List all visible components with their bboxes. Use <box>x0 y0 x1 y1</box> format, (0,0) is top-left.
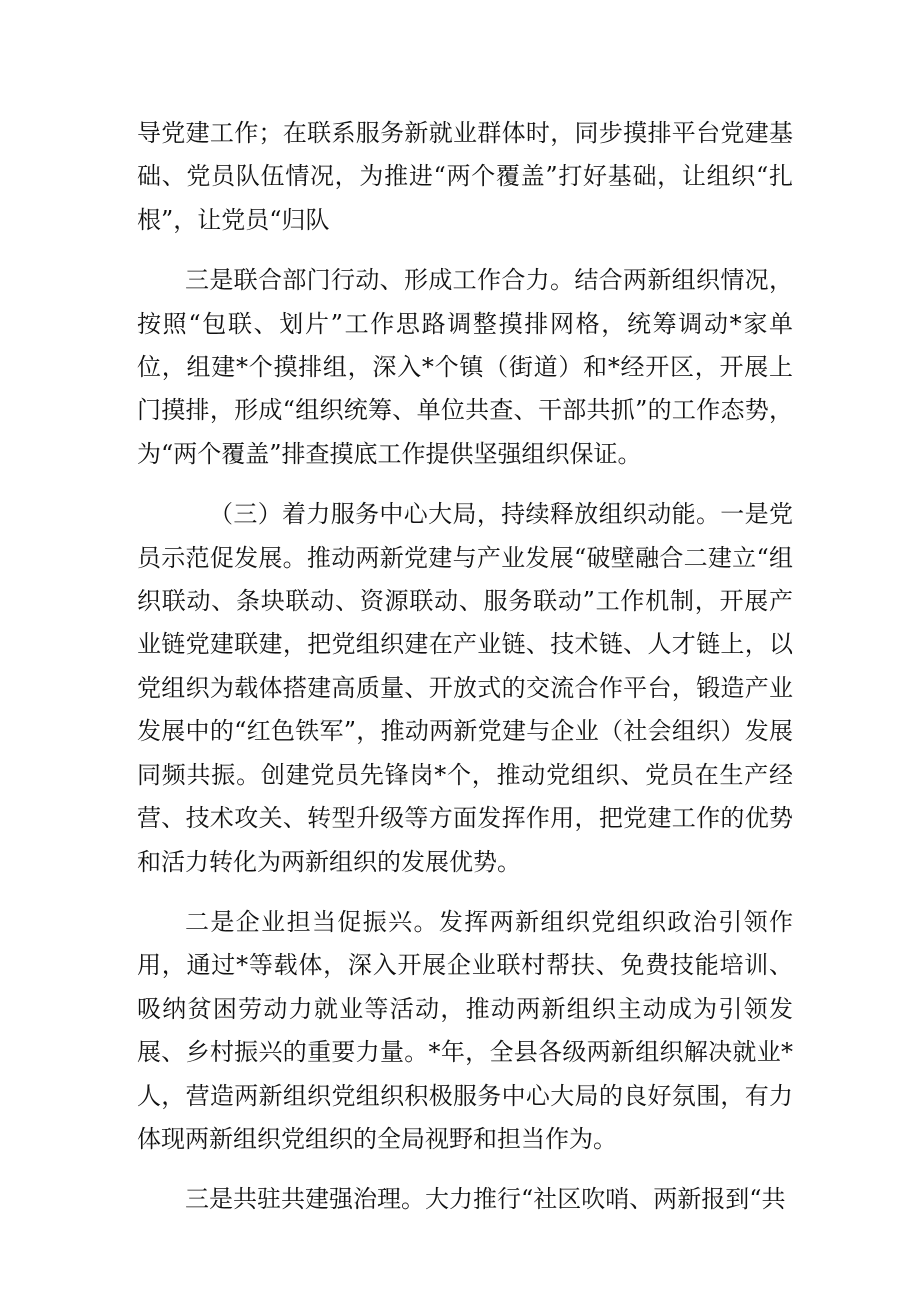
paragraph-co-governance: 三是共驻共建强治理。大力推行“社区吹哨、两新报到“共 <box>185 1185 786 1214</box>
paragraph-section-three: （三）着力服务中心大局，持续释放组织动能。一是党员示范促发展。推动两新党建与产业发展“破壁融合二建立“组织联动、条块联动、资源联动、服务联动”工作机制，开展产业链党建联建，把党组织建在产业链、技术链、人才链上，以党组织为载体搭建高质量、开放式的交流合作平台，锻造产业发展中的“红色铁军”，推动两新党建与企业（社会组织）发展同频共振。创建党员先锋岗*个，推动党组织、党员在生产经营、技术攻关、转型升级等方面发挥作用，把党建工作的优势和活力转化为两新组织的发展优势。 <box>137 500 793 876</box>
paragraph-continued: 导党建工作；在联系服务新就业群体时，同步摸排平台党建基础、党员队伍情况，为推进“两个覆盖”打好基础，让组织“扎根”，让党员“归队 <box>137 119 793 234</box>
document-body <box>137 112 793 1222</box>
paragraph-joint-action: 三是联合部门行动、形成工作合力。结合两新组织情况，按照“包联、划片”工作思路调整摸排网格，统筹调动*家单位，组建*个摸排组，深入*个镇（街道）和*经开区，开展上门摸排，形成“组织统筹、单位共查、干部共抓”的工作态势，为“两个覆盖”排查摸底工作提供坚强组织保证。 <box>137 266 793 468</box>
paragraph-enterprise-responsibility: 二是企业担当促振兴。发挥两新组织党组织政治引领作用，通过*等载体，深入开展企业联村帮扶、免费技能培训、吸纳贫困劳动力就业等活动，推动两新组织主动成为引领发展、乡村振兴的重要力量。*年，全县各级两新组织解决就业*人，营造两新组织党组织积极服务中心大局的良好氛围，有力体现两新组织党组织的全局视野和担当作为。 <box>137 907 793 1153</box>
